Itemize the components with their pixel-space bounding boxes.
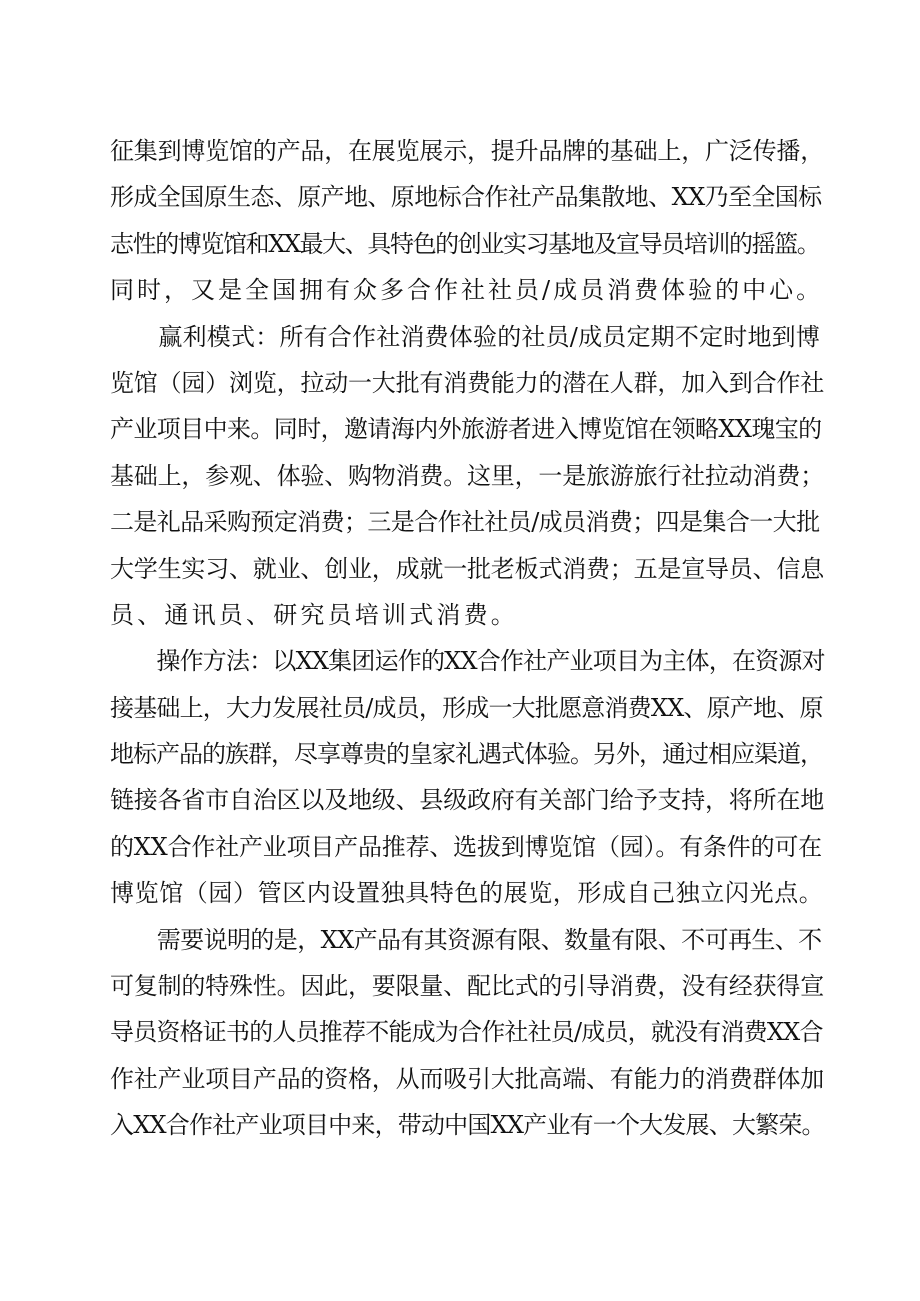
paragraph-operation-method xyxy=(110,638,825,916)
text-line: 大学生实习、就业、创业，成就一批老板式消费；五是宣导员、信息 xyxy=(110,554,824,583)
paragraph-intro-continued xyxy=(110,128,825,314)
text-line: 产业项目中来。同时，邀请海内外旅游者进入博览馆在领略XX瑰宝的 xyxy=(110,415,822,444)
text-line: 链接各省市自治区以及地级、县级政府有关部门给予支持，将所在地 xyxy=(110,786,824,815)
text-line: 同时，又是全国拥有众多合作社社员/成员消费体验的中心。 xyxy=(110,276,824,305)
text-line: 操作方法：以XX集团运作的XX合作社产业项目为主体，在资源对 xyxy=(110,647,825,676)
text-line: 览馆（园）浏览，拉动一大批有消费能力的潜在人群，加入到合作社 xyxy=(110,368,824,397)
paragraph-profit-model xyxy=(110,314,825,639)
text-line: 征集到博览馆的产品，在展览展示，提升品牌的基础上，广泛传播， xyxy=(110,137,824,165)
text-line: 基础上，参观、体验、购物消费。这里，一是旅游旅行社拉动消费； xyxy=(110,461,824,490)
text-line: 员、通讯员、研究员培训式消费。 xyxy=(110,600,518,629)
text-line: 形成全国原生态、原产地、原地标合作社产品集散地、XX乃至全国标 xyxy=(110,183,822,212)
text-line: 二是礼品采购预定消费；三是合作社社员/成员消费；四是集合一大批 xyxy=(110,508,820,537)
text-line: 导员资格证书的人员推荐不能成为合作社社员/成员，就没有消费XX合 xyxy=(110,1018,823,1047)
text-line: 需要说明的是，XX产品有其资源有限、数量有限、不可再生、不 xyxy=(110,925,822,954)
text-line: 作社产业项目产品的资格，从而吸引大批高端、有能力的消费群体加 xyxy=(110,1064,824,1093)
text-line: 赢利模式：所有合作社消费体验的社员/成员定期不定时地到博 xyxy=(110,322,821,351)
text-line: 可复制的特殊性。因此，要限量、配比式的引导消费，没有经获得宣 xyxy=(110,972,824,1001)
text-line: 接基础上，大力发展社员/成员，形成一大批愿意消费XX、原产地、原 xyxy=(110,693,823,722)
paragraph-notes xyxy=(110,917,825,1149)
text-line: 志性的博览馆和XX最大、具特色的创业实习基地及宣导员培训的摇篮。 xyxy=(110,229,820,258)
text-line: 的XX合作社产业项目产品推荐、选拔到博览馆（园）。有条件的可在 xyxy=(110,832,822,861)
text-line: 入XX合作社产业项目中来，带动中国XX产业有一个大发展、大繁荣。 xyxy=(110,1111,825,1140)
text-line: 博览馆（园）管区内设置独具特色的展览，形成自己独立闪光点。 xyxy=(110,879,824,908)
text-line: 地标产品的族群，尽享尊贵的皇家礼遇式体验。另外，通过相应渠道， xyxy=(110,740,823,769)
document-body xyxy=(110,128,825,1149)
